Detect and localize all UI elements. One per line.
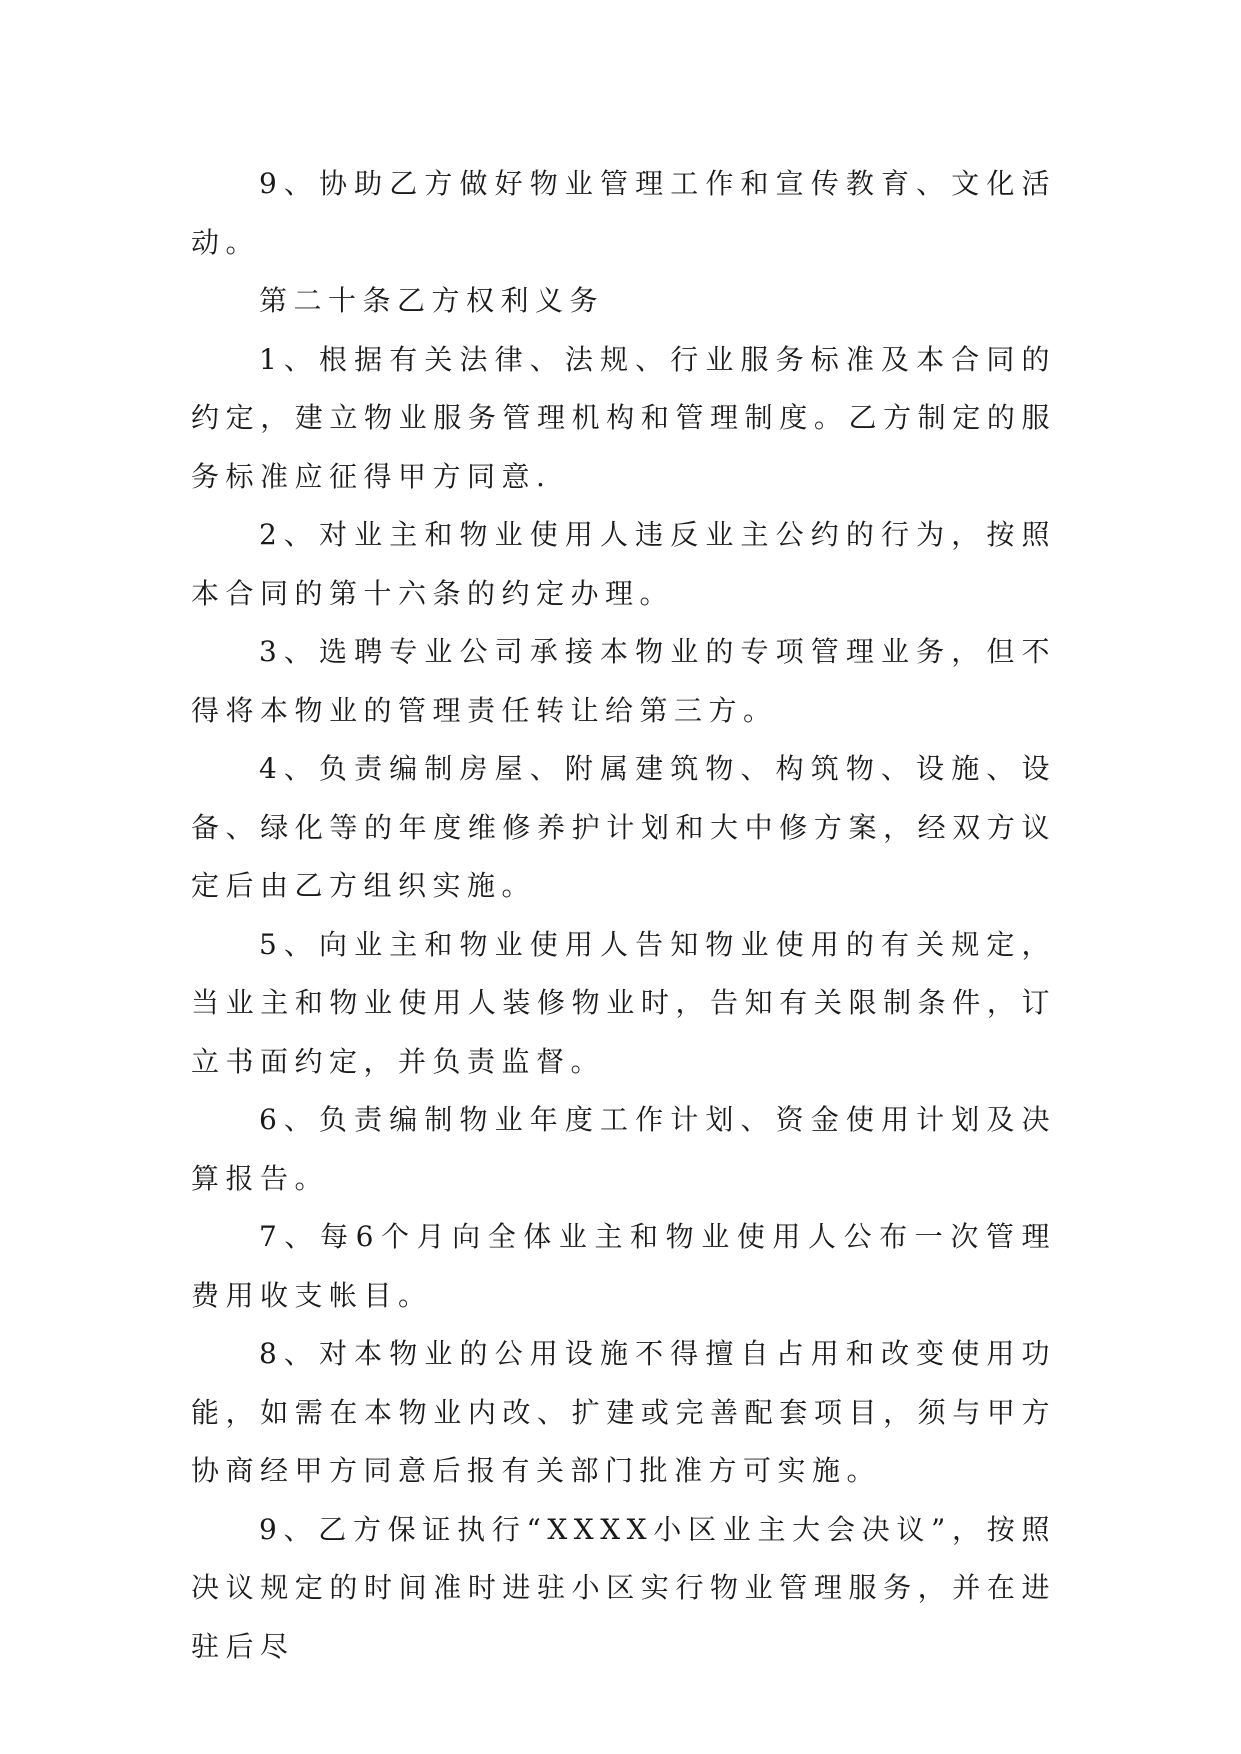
paragraph-clause-19-item-9: 9、协助乙方做好物业管理工作和宣传教育、文化活动。 <box>191 167 1056 259</box>
paragraph-item-7: 7、每6个月向全体业主和物业使用人公布一次管理费用收支帐目。 <box>191 1220 1056 1312</box>
paragraph-item-3: 3、选聘专业公司承接本物业的专项管理业务，但不得将本物业的管理责任转让给第三方。 <box>191 635 1056 727</box>
section-heading-article-20: 第二十条乙方权利义务 <box>259 284 605 317</box>
paragraph-item-6: 6、负责编制物业年度工作计划、资金使用计划及决算报告。 <box>191 1103 1056 1195</box>
document-body <box>191 155 1056 1676</box>
paragraph-item-4: 4、负责编制房屋、附属建筑物、构筑物、设施、设备、绿化等的年度维修养护计划和大中修方案，经双方议定后由乙方组织实施。 <box>191 752 1056 902</box>
paragraph-item-8: 8、对本物业的公用设施不得擅自占用和改变使用功能，如需在本物业内改、扩建或完善配套项目，须与甲方协商经甲方同意后报有关部门批准方可实施。 <box>191 1337 1056 1487</box>
paragraph-item-2: 2、对业主和物业使用人违反业主公约的行为，按照本合同的第十六条的约定办理。 <box>191 518 1056 610</box>
paragraph-item-1: 1、根据有关法律、法规、行业服务标准及本合同的约定，建立物业服务管理机构和管理制度。乙方制定的服务标准应征得甲方同意. <box>191 342 1056 493</box>
paragraph-item-5: 5、向业主和物业使用人告知物业使用的有关规定，当业主和物业使用人装修物业时，告知有关限制条件，订立书面约定，并负责监督。 <box>191 927 1056 1078</box>
paragraph-item-9: 9、乙方保证执行“XXXX小区业主大会决议”，按照决议规定的时间准时进驻小区实行物业管理服务，并在进驻后尽 <box>191 1512 1056 1663</box>
